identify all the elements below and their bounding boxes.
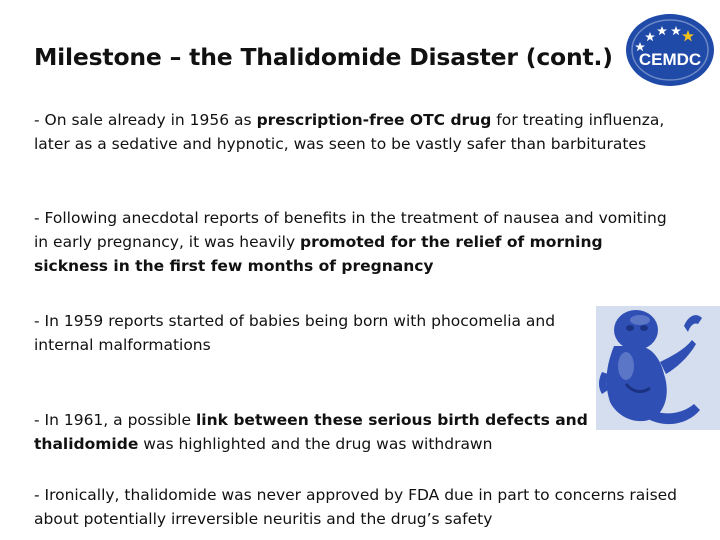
body-text: - Following anecdotal reports of benefits in the treatment of nausea and vomiting in early pregnancy, it was heavily [34,209,667,251]
bullet-phocomelia [34,309,614,357]
body-text: - Ironically, thalidomide was never approved by FDA due in part to concerns raised about potentially irreversible neuritis and the drug’s safety [34,486,678,528]
emphasis-text: link between these serious birth defects and thalidomide [34,411,588,453]
body-text: - On sale already in 1956 as [34,111,257,129]
emphasis-text: prescription-free OTC drug [256,111,492,129]
bullet-otc-sale [34,108,699,156]
body-text: - In 1961, a possible [34,411,196,429]
slide-title: Milestone – the Thalidomide Disaster (cont.) [34,43,613,71]
body-text: was highlighted and the drug was withdrawn [138,435,493,453]
body-text: - In 1959 reports started of babies being born with phocomelia and internal malformations [34,312,556,354]
bullet-morning-sickness [34,206,674,278]
cemdc-logo-icon [622,8,716,88]
bullet-withdrawn [34,408,609,456]
emphasis-text: promoted for the relief of morning sickness in the first few months of pregnancy [34,233,603,275]
cemdc-logo [622,8,716,88]
bullet-fda [34,483,699,531]
infant-photo [596,306,720,430]
infant-photo-icon [596,306,720,430]
logo-text: CEMDC [638,50,702,69]
body-text: for treating influenza, later as a sedative and hypnotic, was seen to be vastly safer than barbiturates [34,111,665,153]
